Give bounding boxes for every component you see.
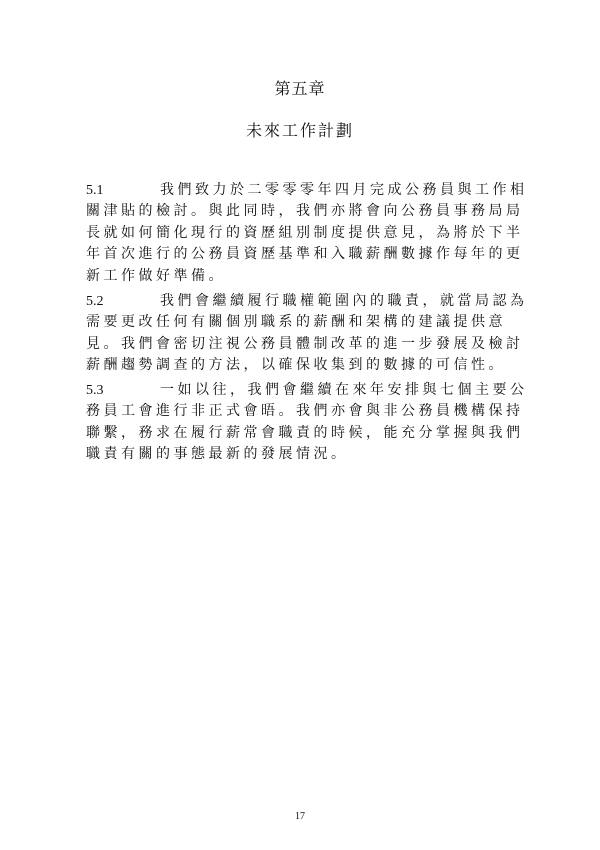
paragraph-5-2	[86, 291, 526, 377]
chapter-heading: 第五章	[274, 79, 326, 98]
paragraph-line: 務員工會進行非正式會晤。我們亦會與非公務員機構保持	[86, 403, 524, 420]
paragraph-line: 我們會繼續履行職權範圍內的職責，就當局認為	[160, 293, 528, 309]
paragraph-line: 需要更改任何有關個別職系的薪酬和架構的建議提供意	[86, 314, 506, 331]
paragraph-5-3	[86, 380, 526, 466]
paragraph-line: 職責有關的事態最新的發展情況。	[86, 446, 349, 463]
page-title: 未來工作計劃	[245, 121, 354, 140]
paragraph-number: 5.3	[86, 383, 104, 398]
paragraph-line: 關津貼的檢討。與此同時，我們亦將會向公務員事務局局	[86, 203, 524, 220]
paragraph-line: 見。我們會密切注視公務員體制改革的進一步發展及檢討	[86, 335, 524, 352]
paragraph-number: 5.2	[86, 294, 104, 309]
paragraph-line: 年首次進行的公務員資歷基準和入職薪酬數據作每年的更	[86, 246, 524, 263]
paragraph-line: 長就如何簡化現行的資歷組別制度提供意見，為將於下半	[86, 224, 524, 241]
paragraph-line: 新工作做好準備。	[86, 267, 226, 284]
paragraph-line: 我們致力於二零零零年四月完成公務員與工作相	[160, 182, 528, 198]
page-number: 17	[295, 811, 305, 822]
paragraph-number: 5.1	[86, 183, 104, 198]
paragraph-line: 薪酬趨勢調查的方法，以確保收集到的數據的可信性。	[86, 357, 506, 374]
paragraph-5-1	[86, 180, 526, 287]
paragraph-line: 一如以往，我們會繼續在來年安排與七個主要公	[160, 382, 528, 398]
paragraph-line: 聯繫，務求在履行薪常會職責的時候，能充分掌握與我們	[86, 424, 524, 441]
